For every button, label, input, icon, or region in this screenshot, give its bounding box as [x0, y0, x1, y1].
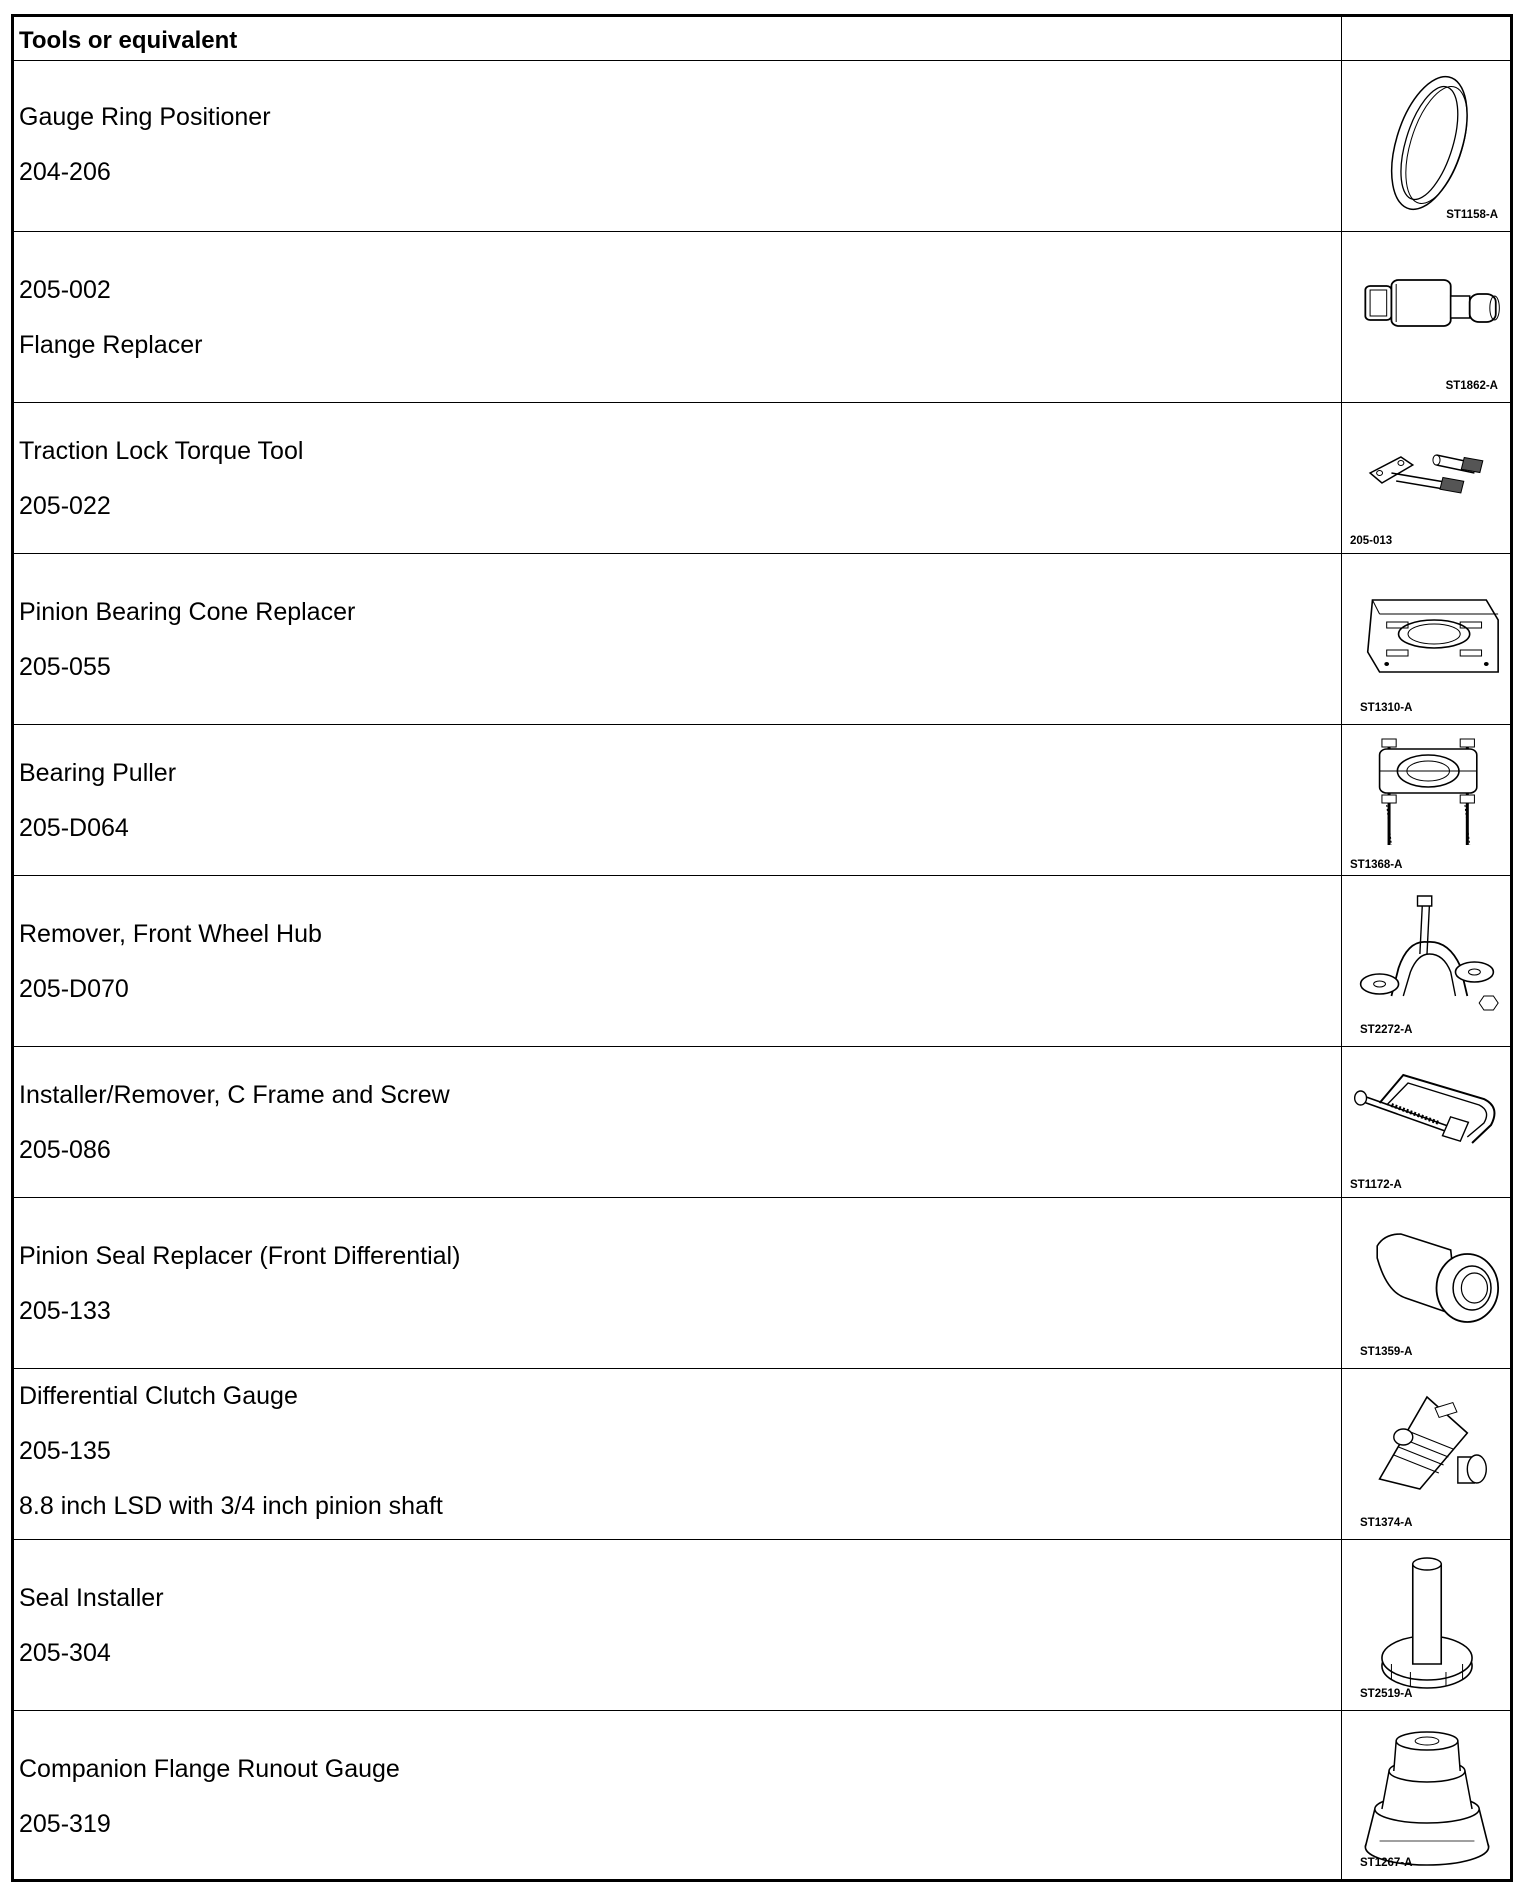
hub-remover-icon [1344, 876, 1510, 1046]
tool-description [19, 1198, 1329, 1368]
figure-id: ST1158-A [1446, 209, 1498, 221]
tool-name: Traction Lock Torque Tool [19, 437, 304, 465]
table-row [14, 554, 1510, 725]
table-row [14, 1540, 1510, 1711]
figure-id: ST1172-A [1350, 1179, 1402, 1191]
tool-name: Companion Flange Runout Gauge [19, 1755, 400, 1783]
figure-id: ST1267-A [1360, 1857, 1413, 1869]
tool-name: Seal Installer [19, 1584, 164, 1612]
table-row [14, 1369, 1510, 1540]
tool-illustration [1344, 1047, 1510, 1197]
table-row [14, 725, 1510, 876]
tool-illustration [1344, 554, 1510, 724]
tool-name: Differential Clutch Gauge [19, 1382, 298, 1410]
tool-name: Flange Replacer [19, 331, 203, 359]
tool-name: Remover, Front Wheel Hub [19, 920, 322, 948]
tool-note: 8.8 inch LSD with 3/4 inch pinion shaft [19, 1492, 443, 1520]
header-tools: Tools or equivalent [19, 27, 238, 54]
tool-number: 205-055 [19, 653, 111, 681]
figure-id: ST1374-A [1360, 1517, 1413, 1529]
table-header-row [14, 17, 1510, 61]
tool-name: Installer/Remover, C Frame and Screw [19, 1081, 450, 1109]
tool-illustration [1344, 1540, 1510, 1710]
tool-description [19, 1540, 1329, 1710]
tool-number: 205-002 [19, 276, 111, 304]
tool-illustration [1344, 876, 1510, 1046]
table-row [14, 403, 1510, 554]
table-row [14, 232, 1510, 403]
figure-id: 205-013 [1350, 535, 1393, 547]
torque-tool-icon [1344, 403, 1510, 553]
tool-description [19, 554, 1329, 724]
tool-number: 205-319 [19, 1810, 111, 1838]
figure-id: ST1368-A [1350, 859, 1403, 871]
tool-description [19, 725, 1329, 875]
tool-description [19, 1711, 1329, 1879]
tool-illustration [1344, 232, 1510, 402]
runout-gauge-icon [1344, 1711, 1510, 1879]
tool-description [19, 876, 1329, 1046]
figure-id: ST1862-A [1445, 380, 1498, 392]
tool-illustration [1344, 1369, 1510, 1539]
tool-description [19, 232, 1329, 402]
table-row [14, 1047, 1510, 1198]
tool-illustration [1344, 725, 1510, 875]
tool-name: Gauge Ring Positioner [19, 103, 271, 131]
bearing-puller-icon [1344, 725, 1510, 875]
tool-number: 205-135 [19, 1437, 111, 1465]
figure-id: ST1359-A [1360, 1346, 1413, 1358]
tool-number: 205-D064 [19, 814, 129, 842]
flange-replacer-icon [1344, 232, 1510, 402]
c-frame-icon [1344, 1047, 1510, 1197]
tool-name: Pinion Bearing Cone Replacer [19, 598, 356, 626]
tool-illustration [1344, 1711, 1510, 1879]
pinion-seal-replacer-icon [1344, 1198, 1510, 1368]
tool-number: 205-086 [19, 1136, 111, 1164]
tool-description [19, 61, 1329, 231]
clutch-gauge-icon [1344, 1369, 1510, 1539]
table-row [14, 61, 1510, 232]
tool-number: 204-206 [19, 158, 111, 186]
tool-illustration [1344, 1198, 1510, 1368]
tool-description [19, 403, 1329, 553]
tool-description [19, 1369, 1329, 1539]
tool-name: Bearing Puller [19, 759, 177, 787]
table-row [14, 876, 1510, 1047]
figure-id: ST1310-A [1360, 702, 1413, 714]
tools-table [11, 14, 1513, 1882]
tool-name: Pinion Seal Replacer (Front Differential) [19, 1242, 461, 1270]
bearing-cone-replacer-icon [1344, 554, 1510, 724]
tool-number: 205-133 [19, 1297, 111, 1325]
tool-illustration [1344, 403, 1510, 553]
tool-number: 205-022 [19, 492, 111, 520]
tool-number: 205-304 [19, 1639, 111, 1667]
table-row [14, 1711, 1510, 1879]
tool-illustration [1344, 61, 1510, 231]
figure-id: ST2272-A [1360, 1024, 1413, 1036]
seal-installer-icon [1344, 1540, 1510, 1710]
tool-number: 205-D070 [19, 975, 129, 1003]
tool-description [19, 1047, 1329, 1197]
gauge-ring-icon [1344, 61, 1510, 231]
table-row [14, 1198, 1510, 1369]
figure-id: ST2519-A [1360, 1688, 1413, 1700]
